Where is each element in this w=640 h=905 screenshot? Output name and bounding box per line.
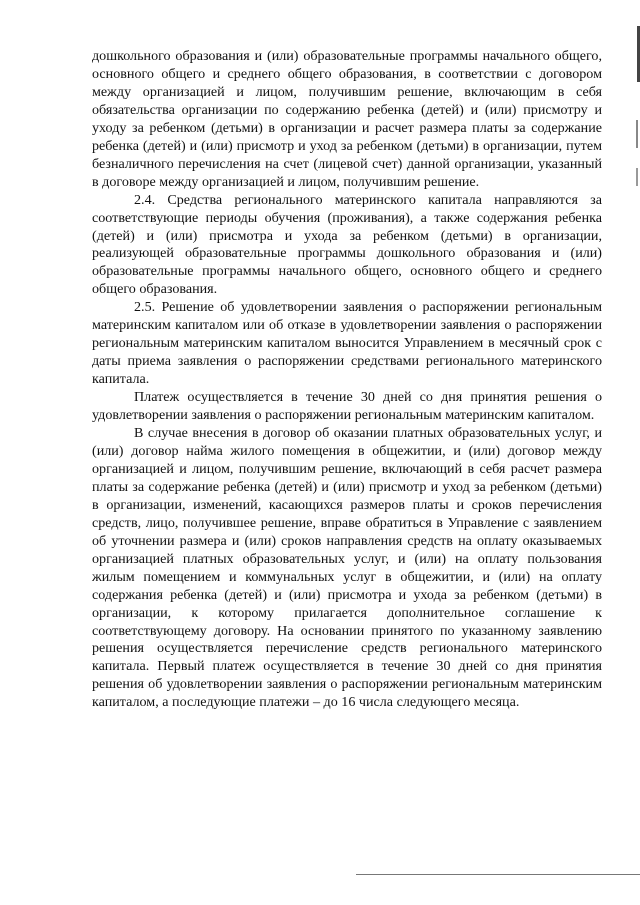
paragraph-payment-term: Платеж осуществляется в течение 30 дней со дня принятия решения о удовлетворении заявления о распоряжении региональным материнским капиталом. — [92, 389, 602, 424]
paragraph-continuation: дошкольного образования и (или) образовательные программы начального общего, основного общего и среднего общего образования, в соответствии с договором между организацией и лицом, получившим решение, включающим в себя обязательства организации по содержанию ребенка (детей) и (или) присмотру и уходу за ребенком (детьми) в организации и расчет размера платы за содержание ребенка (детей) и (или) присмотр и уход за ребенком (детьми) в организации, путем безналичного перечисления на счет (лицевой счет) данной организации, указанный в договоре между организацией и лицом, получившим решение. — [92, 48, 602, 190]
scan-edge-mark — [636, 168, 638, 186]
bottom-rule — [356, 874, 640, 875]
paragraph-2-5: 2.5. Решение об удовлетворении заявления о распоряжении региональным материнским капиталом или об отказе в удовлетворении заявления о распоряжении региональным материнским капиталом выносится Управлением в месячный срок с даты приема заявления о распоряжении средствами регионального материнского капитала. — [92, 299, 602, 388]
scan-edge-mark — [636, 120, 638, 148]
document-body — [92, 48, 602, 712]
paragraph-2-4: 2.4. Средства регионального материнского капитала направляются за соответствующие периоды обучения (проживания), а также содержания ребенка (детей) и (или) присмотра и ухода за ребенком (детьми) в организации, реализующей образовательные программы дошкольного образования и (или) образовательные программы начального общего, основного общего и среднего общего образования. — [92, 191, 602, 298]
paragraph-contract-changes: В случае внесения в договор об оказании платных образовательных услуг, и (или) договор найма жилого помещения в общежитии, и (или) договор между организацией и лицом, получившим решение, включающий в себя расчет размера платы за содержание ребенка (детей) и (или) присмотр и уход за ребенком (детьми) в организации, изменений, касающихся размеров платы и сроков перечисления средств, лицо, получившее решение, вправе обратиться в Управление с заявлением об уточнении размера и (или) сроков направления средств на оплату оказываемых организацией платных образовательных услуг, и (или) на оплату пользования жилым помещением и коммунальных услуг в общежитии, и (или) на оплату содержания ребенка (детей) и (или) присмотра и ухода за ребенком (детьми) в организации, к которому прилагается дополнительное соглашение к соответствующему договору. На основании принятого по указанному заявлению решения осуществляется перечисление средств регионального материнского капитала. Первый платеж осуществляется в течение 30 дней со дня принятия решения об удовлетворении заявления о распоряжении региональным материнским капиталом, а последующие платежи – до 16 числа следующего месяца. — [92, 425, 602, 711]
